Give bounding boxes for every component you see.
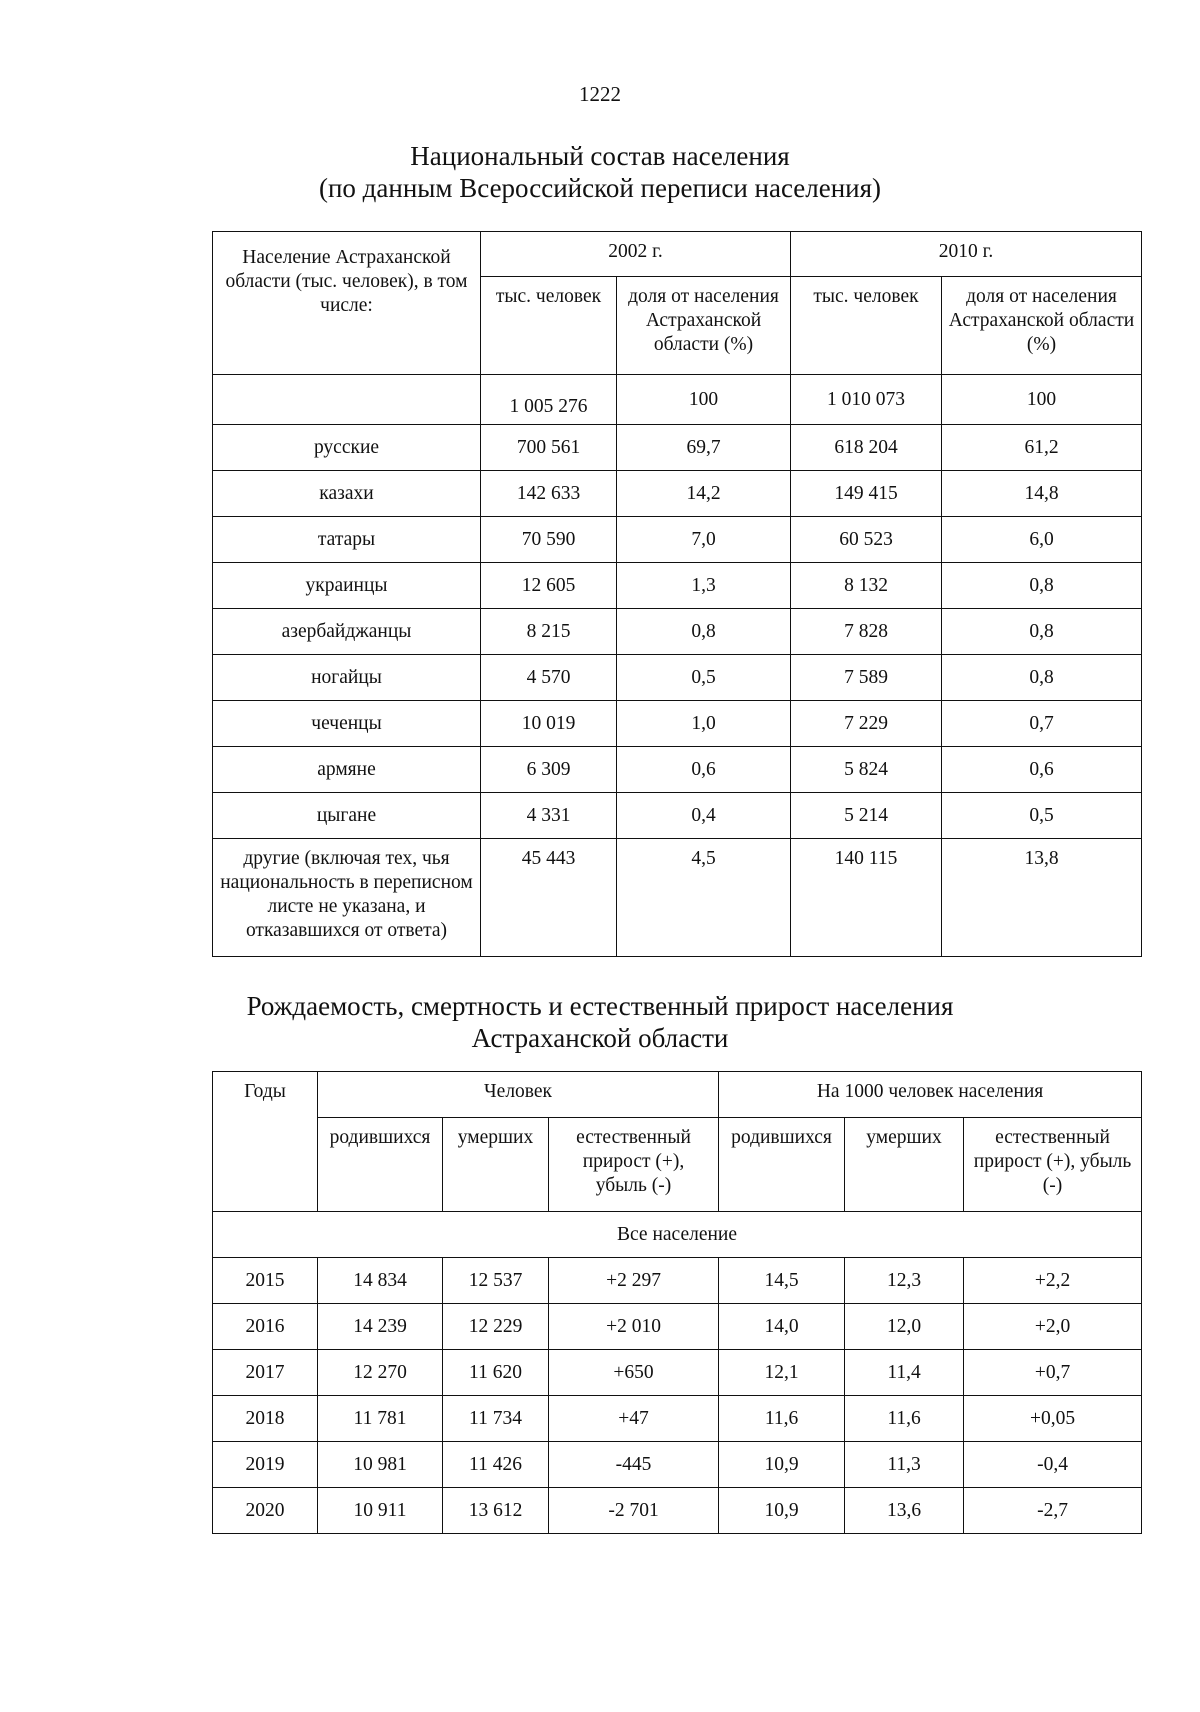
table-cell: 0,6 [617,747,791,793]
table-cell: армяне [213,747,481,793]
table-row [213,701,1142,747]
table-cell: +2,2 [964,1258,1142,1304]
table-cell: 0,8 [942,655,1142,701]
table-cell: 618 204 [791,425,942,471]
sub-header: тыс. человек [481,277,617,375]
table-cell: +2 297 [549,1258,719,1304]
table-cell: 8 132 [791,563,942,609]
table-cell [213,375,481,425]
table-cell: 2018 [213,1396,318,1442]
table-cell: 11 781 [318,1396,443,1442]
table-cell: 0,8 [617,609,791,655]
ethnic-composition-table [212,231,1142,957]
table-cell: 14 834 [318,1258,443,1304]
table-cell: -0,4 [964,1442,1142,1488]
table-cell: 1 005 276 [481,375,617,425]
table1-title [0,140,1200,204]
table-row [213,1304,1142,1350]
table-cell: 140 115 [791,839,942,957]
table-cell: -2 701 [549,1488,719,1534]
table-cell: 13,6 [845,1488,964,1534]
table-cell: 0,8 [942,563,1142,609]
table-cell: другие (включая тех, чья национальность в переписном листе не указана, и отказавшихся от ответа) [213,839,481,957]
table-cell: 12 229 [443,1304,549,1350]
table2-title [0,990,1200,1054]
table-cell: чеченцы [213,701,481,747]
table2-title-line2: Астраханской области [471,1023,729,1053]
table-cell: 45 443 [481,839,617,957]
table-cell: 11 620 [443,1350,549,1396]
table-cell: 7 828 [791,609,942,655]
table-cell: 2015 [213,1258,318,1304]
table-cell: 2020 [213,1488,318,1534]
table2-title-line1: Рождаемость, смертность и естественный прирост населения [246,991,954,1021]
table-cell: 2017 [213,1350,318,1396]
table-cell: ногайцы [213,655,481,701]
table-cell: 11 734 [443,1396,549,1442]
table-cell: цыгане [213,793,481,839]
table-cell: -445 [549,1442,719,1488]
table-row [213,1258,1142,1304]
table-cell: 7 589 [791,655,942,701]
table-row [213,517,1142,563]
table-cell: +2 010 [549,1304,719,1350]
sub-header: тыс. человек [791,277,942,375]
table1-title-line1: Национальный состав населения [410,141,790,171]
table-cell: 12,1 [719,1350,845,1396]
table-cell: русские [213,425,481,471]
table-row [213,1488,1142,1534]
table-row [213,1350,1142,1396]
table-cell: +0,7 [964,1350,1142,1396]
table-cell: 69,7 [617,425,791,471]
table-row [213,747,1142,793]
table-cell: 1 010 073 [791,375,942,425]
table-cell: 7,0 [617,517,791,563]
birth-death-table [212,1071,1142,1534]
group-header-per1000: На 1000 человек населения [719,1072,1142,1118]
year-header-2010: 2010 г. [791,232,1142,277]
table-cell: 70 590 [481,517,617,563]
table-cell: 2016 [213,1304,318,1350]
table-cell: 8 215 [481,609,617,655]
sub-header: естественный прирост (+), убыль (-) [549,1118,719,1212]
table-cell: 0,6 [942,747,1142,793]
table-cell: татары [213,517,481,563]
table-cell: 1,3 [617,563,791,609]
table-cell: +2,0 [964,1304,1142,1350]
table-cell: 100 [942,375,1142,425]
table-cell: 11,4 [845,1350,964,1396]
table-cell: 5 214 [791,793,942,839]
table-cell: 13,8 [942,839,1142,957]
table-cell: 6 309 [481,747,617,793]
table-cell: +650 [549,1350,719,1396]
row-header: Население Астраханской области (тыс. человек), в том числе: [213,232,481,375]
table-cell: +47 [549,1396,719,1442]
table-cell: 11 426 [443,1442,549,1488]
table-cell: 4,5 [617,839,791,957]
table-cell: 11,6 [845,1396,964,1442]
table-cell: 10,9 [719,1488,845,1534]
sub-header: умерших [443,1118,549,1212]
table-cell: 2019 [213,1442,318,1488]
table-cell: 142 633 [481,471,617,517]
table-cell: 0,5 [617,655,791,701]
table-row [213,609,1142,655]
sub-header: родившихся [719,1118,845,1212]
table-cell: 14,5 [719,1258,845,1304]
table-cell: 0,8 [942,609,1142,655]
table-row [213,1396,1142,1442]
table-cell: казахи [213,471,481,517]
table-cell: 14,0 [719,1304,845,1350]
sub-header: родившихся [318,1118,443,1212]
table-cell: 14 239 [318,1304,443,1350]
table-cell: 700 561 [481,425,617,471]
table-cell: -2,7 [964,1488,1142,1534]
table-cell: 12 270 [318,1350,443,1396]
table-row [213,1442,1142,1488]
page-number: 1222 [579,82,621,106]
table-cell: 12,3 [845,1258,964,1304]
table-cell: 10 019 [481,701,617,747]
sub-header: умерших [845,1118,964,1212]
table1-title-line2: (по данным Всероссийской переписи населения) [318,173,882,203]
sub-header: естественный прирост (+), убыль (-) [964,1118,1142,1212]
table-cell: азербайджанцы [213,609,481,655]
table-cell: 12,0 [845,1304,964,1350]
table-row-other [213,839,1142,957]
table-cell: 11,3 [845,1442,964,1488]
table-row [213,563,1142,609]
table-cell: 14,8 [942,471,1142,517]
sub-header: доля от населения Астраханской области (%) [617,277,791,375]
table-cell: 5 824 [791,747,942,793]
table-cell: 61,2 [942,425,1142,471]
table-cell: 11,6 [719,1396,845,1442]
table-cell: 149 415 [791,471,942,517]
table-cell: 0,4 [617,793,791,839]
total-row [213,375,1142,425]
table-cell: украинцы [213,563,481,609]
table-cell: 14,2 [617,471,791,517]
table-cell: 6,0 [942,517,1142,563]
years-header: Годы [213,1072,318,1212]
table-row [213,793,1142,839]
table-cell: 1,0 [617,701,791,747]
table-cell: 4 570 [481,655,617,701]
table-cell: 10 911 [318,1488,443,1534]
table-cell: 7 229 [791,701,942,747]
table-cell: 10,9 [719,1442,845,1488]
table-cell: 0,7 [942,701,1142,747]
table-cell: 100 [617,375,791,425]
table-cell: 12 605 [481,563,617,609]
table-cell: +0,05 [964,1396,1142,1442]
table-cell: 10 981 [318,1442,443,1488]
table-cell: 0,5 [942,793,1142,839]
table-row [213,425,1142,471]
sub-header: доля от населения Астраханской области (%) [942,277,1142,375]
table-cell: 12 537 [443,1258,549,1304]
group-header-people: Человек [318,1072,719,1118]
table-cell: 13 612 [443,1488,549,1534]
section-header: Все население [213,1212,1142,1258]
table-row [213,655,1142,701]
table-cell: 4 331 [481,793,617,839]
year-header-2002: 2002 г. [481,232,791,277]
table-row [213,471,1142,517]
table-cell: 60 523 [791,517,942,563]
